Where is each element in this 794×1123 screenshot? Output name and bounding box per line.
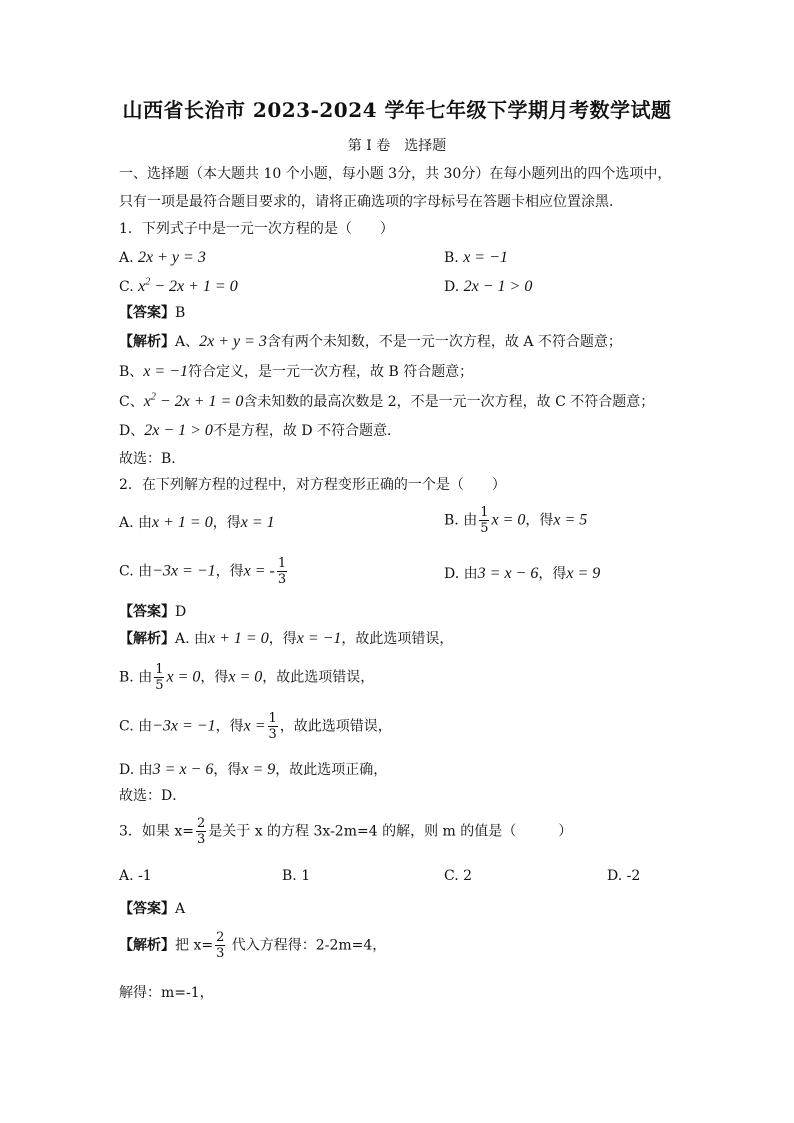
q1-option-a: [119, 249, 206, 267]
fraction: $\frac{1}{5}$: [480, 505, 489, 536]
q2-option-d: D. 由3 = x − 6，得x = 9: [444, 565, 601, 582]
q1-conclusion: 故选：B．: [119, 451, 186, 467]
intro-line-2: 只有一项是最符合题目要求的，请将正确选项的字母标号在答题卡相应位置涂黑．: [119, 194, 623, 210]
q2-explanation-b: B. 由 $\frac{1}{5}$ x = 0，得x = 0，故此选项错误，: [119, 662, 375, 693]
q1-option-c: [119, 278, 238, 296]
q3-option-a: A. -1: [119, 868, 152, 884]
option-label: C.: [119, 279, 134, 295]
option-math: 2x − 1 > 0: [463, 278, 533, 295]
option-math: 2x + y = 3: [138, 249, 206, 266]
q3-option-b: B. 1: [282, 868, 311, 884]
option-math: x = −1: [463, 249, 508, 266]
fraction: $\frac{2}{3}$: [196, 816, 206, 847]
fraction: $\frac{1}{3}$: [277, 556, 287, 587]
q1-explanation-b: B、x = −1符合定义，是一元一次方程，故 B 符合题意；: [119, 363, 474, 380]
page-title: 山西省长治市 2023-2024 学年七年级下学期月考数学试题: [122, 98, 672, 122]
q3-solve: 解得：m=-1，: [119, 985, 214, 1001]
section-heading: 第 I 卷 选择题: [347, 138, 447, 154]
q1-explanation-d: D、2x − 1 > 0不是方程，故 D 不符合题意．: [119, 422, 402, 439]
q3-stem: 3．如果 x= $\frac{2}{3}$ 是关于 x 的方程 3x-2m=4 的解，则 m 的值是（ ）: [119, 816, 573, 847]
fraction: $\frac{1}{3}$: [268, 711, 277, 742]
q2-explanation-d: D. 由3 = x − 6，得x = 9，故此选项正确，: [119, 761, 388, 778]
q2-option-b: B. 由 $\frac{1}{5}$ x = 0，得x = 5: [444, 505, 588, 536]
q3-option-d: D. -2: [607, 868, 641, 884]
answer-value: D: [175, 604, 187, 620]
q1-option-b: [444, 249, 508, 267]
q2-option-c: C. 由−3x = −1，得x = - $\frac{1}{3}$: [119, 556, 287, 587]
q2-stem: 2．在下列解方程的过程中，对方程变形正确的一个是（ ）: [119, 477, 506, 493]
q1-explanation-a: 【解析】A、2x + y = 3含有两个未知数，不是一元一次方程，故 A 不符合题意；: [119, 333, 622, 350]
intro-line-1: 一、选择题（本大题共 10 个小题，每小题 3分，共 30分）在每小题列出的四个选项中，: [119, 166, 672, 182]
q3-answer: [119, 900, 185, 918]
answer-value: B: [175, 305, 186, 321]
option-label: B.: [444, 250, 459, 266]
answer-value: A: [175, 901, 186, 917]
q1-answer: [119, 304, 185, 322]
q3-option-c: C. 2: [444, 868, 473, 884]
q2-explanation-c: C. 由−3x = −1，得x = $\frac{1}{3}$ ，故此选项错误，: [119, 711, 392, 742]
option-math: $x^2 - 2x + 1 = 0$: [138, 276, 238, 295]
answer-label: 【答案】: [119, 305, 175, 321]
q2-option-a: A. 由x + 1 = 0，得x = 1: [119, 514, 275, 531]
q2-answer: [119, 603, 186, 621]
option-label: D.: [444, 279, 460, 295]
q3-explanation: 【解析】把 x= $\frac{2}{3}$ 代入方程得：2-2m=4，: [119, 930, 387, 961]
q2-explanation-a: 【解析】A. 由x + 1 = 0，得x = −1，故此选项错误，: [119, 630, 454, 647]
option-label: A.: [119, 250, 134, 266]
fraction: $\frac{1}{5}$: [155, 662, 164, 693]
answer-label: 【答案】: [119, 901, 175, 917]
q1-stem: 1．下列式子中是一元一次方程的是（ ）: [119, 221, 394, 237]
q2-conclusion: 故选：D．: [119, 788, 187, 804]
explanation-label: 【解析】: [119, 334, 175, 350]
q1-explanation-c: C、$x^2 - 2x + 1 = 0$含未知数的最高次数是 2，不是一元一次方程，故 C 不符合题意；: [119, 391, 655, 410]
answer-label: 【答案】: [119, 604, 175, 620]
q1-option-d: [444, 278, 532, 296]
fraction: $\frac{2}{3}$: [216, 930, 225, 961]
